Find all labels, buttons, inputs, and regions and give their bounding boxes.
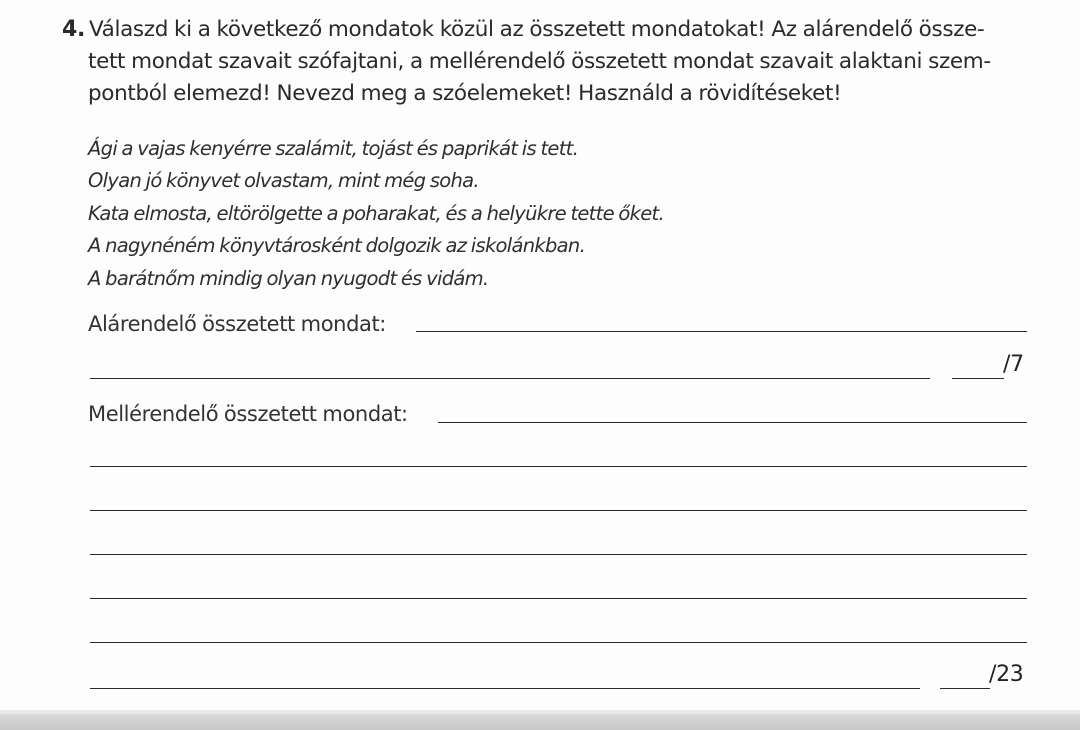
instruction-text-1: Válaszd ki a következő mondatok közül az összetett mondatokat! Az alárendelő össze-: [88, 17, 985, 42]
coordinate-answer-line-3[interactable]: [90, 510, 1027, 511]
instruction-line-2: tett mondat szavait szófajtani, a mellérendelő összetett mondat szavait alaktani szem-: [88, 49, 991, 74]
sentence-2: Olyan jó könyvet olvastam, mint még soha.: [88, 169, 479, 193]
instruction-line-1: [62, 14, 1042, 46]
coordinate-answer-line-7[interactable]: [90, 688, 920, 689]
task-instruction: [62, 14, 1042, 110]
subordinate-score-blank[interactable]: [952, 378, 1004, 379]
coordinate-answer-line-6[interactable]: [90, 642, 1027, 643]
instruction-line-3: pontból elemezd! Nevezd meg a szóelemeket! Használd a rövidítéseket!: [88, 81, 842, 106]
subordinate-answer-line-1[interactable]: [416, 331, 1027, 332]
coordinate-score-blank[interactable]: [940, 688, 990, 689]
sentence-3: Kata elmosta, eltörölgette a poharakat, és a helyükre tette őket.: [88, 201, 664, 225]
sentence-5: A barátnőm mindig olyan nyugodt és vidám.: [88, 266, 489, 290]
subordinate-score: /7: [1003, 352, 1024, 377]
page-bottom-edge: [0, 710, 1080, 730]
sentence-4: A nagynéném könyvtárosként dolgozik az iskolánkban.: [88, 234, 586, 258]
example-sentences: [88, 133, 664, 295]
coordinate-answer-line-2[interactable]: [90, 466, 1027, 467]
coordinate-answer-line-4[interactable]: [90, 554, 1027, 555]
coordinate-answer-label: Mellérendelő összetett mondat:: [88, 402, 411, 426]
coordinate-answer-line-1[interactable]: [438, 422, 1027, 423]
subordinate-answer-line-2[interactable]: [90, 378, 930, 379]
sentence-1: Ági a vajas kenyérre szalámit, tojást és paprikát is tett.: [88, 137, 579, 160]
coordinate-score: /23: [989, 662, 1024, 687]
subordinate-answer-label: Alárendelő összetett mondat:: [88, 312, 389, 336]
task-number: 4.: [62, 17, 85, 42]
coordinate-answer-line-5[interactable]: [90, 598, 1027, 599]
